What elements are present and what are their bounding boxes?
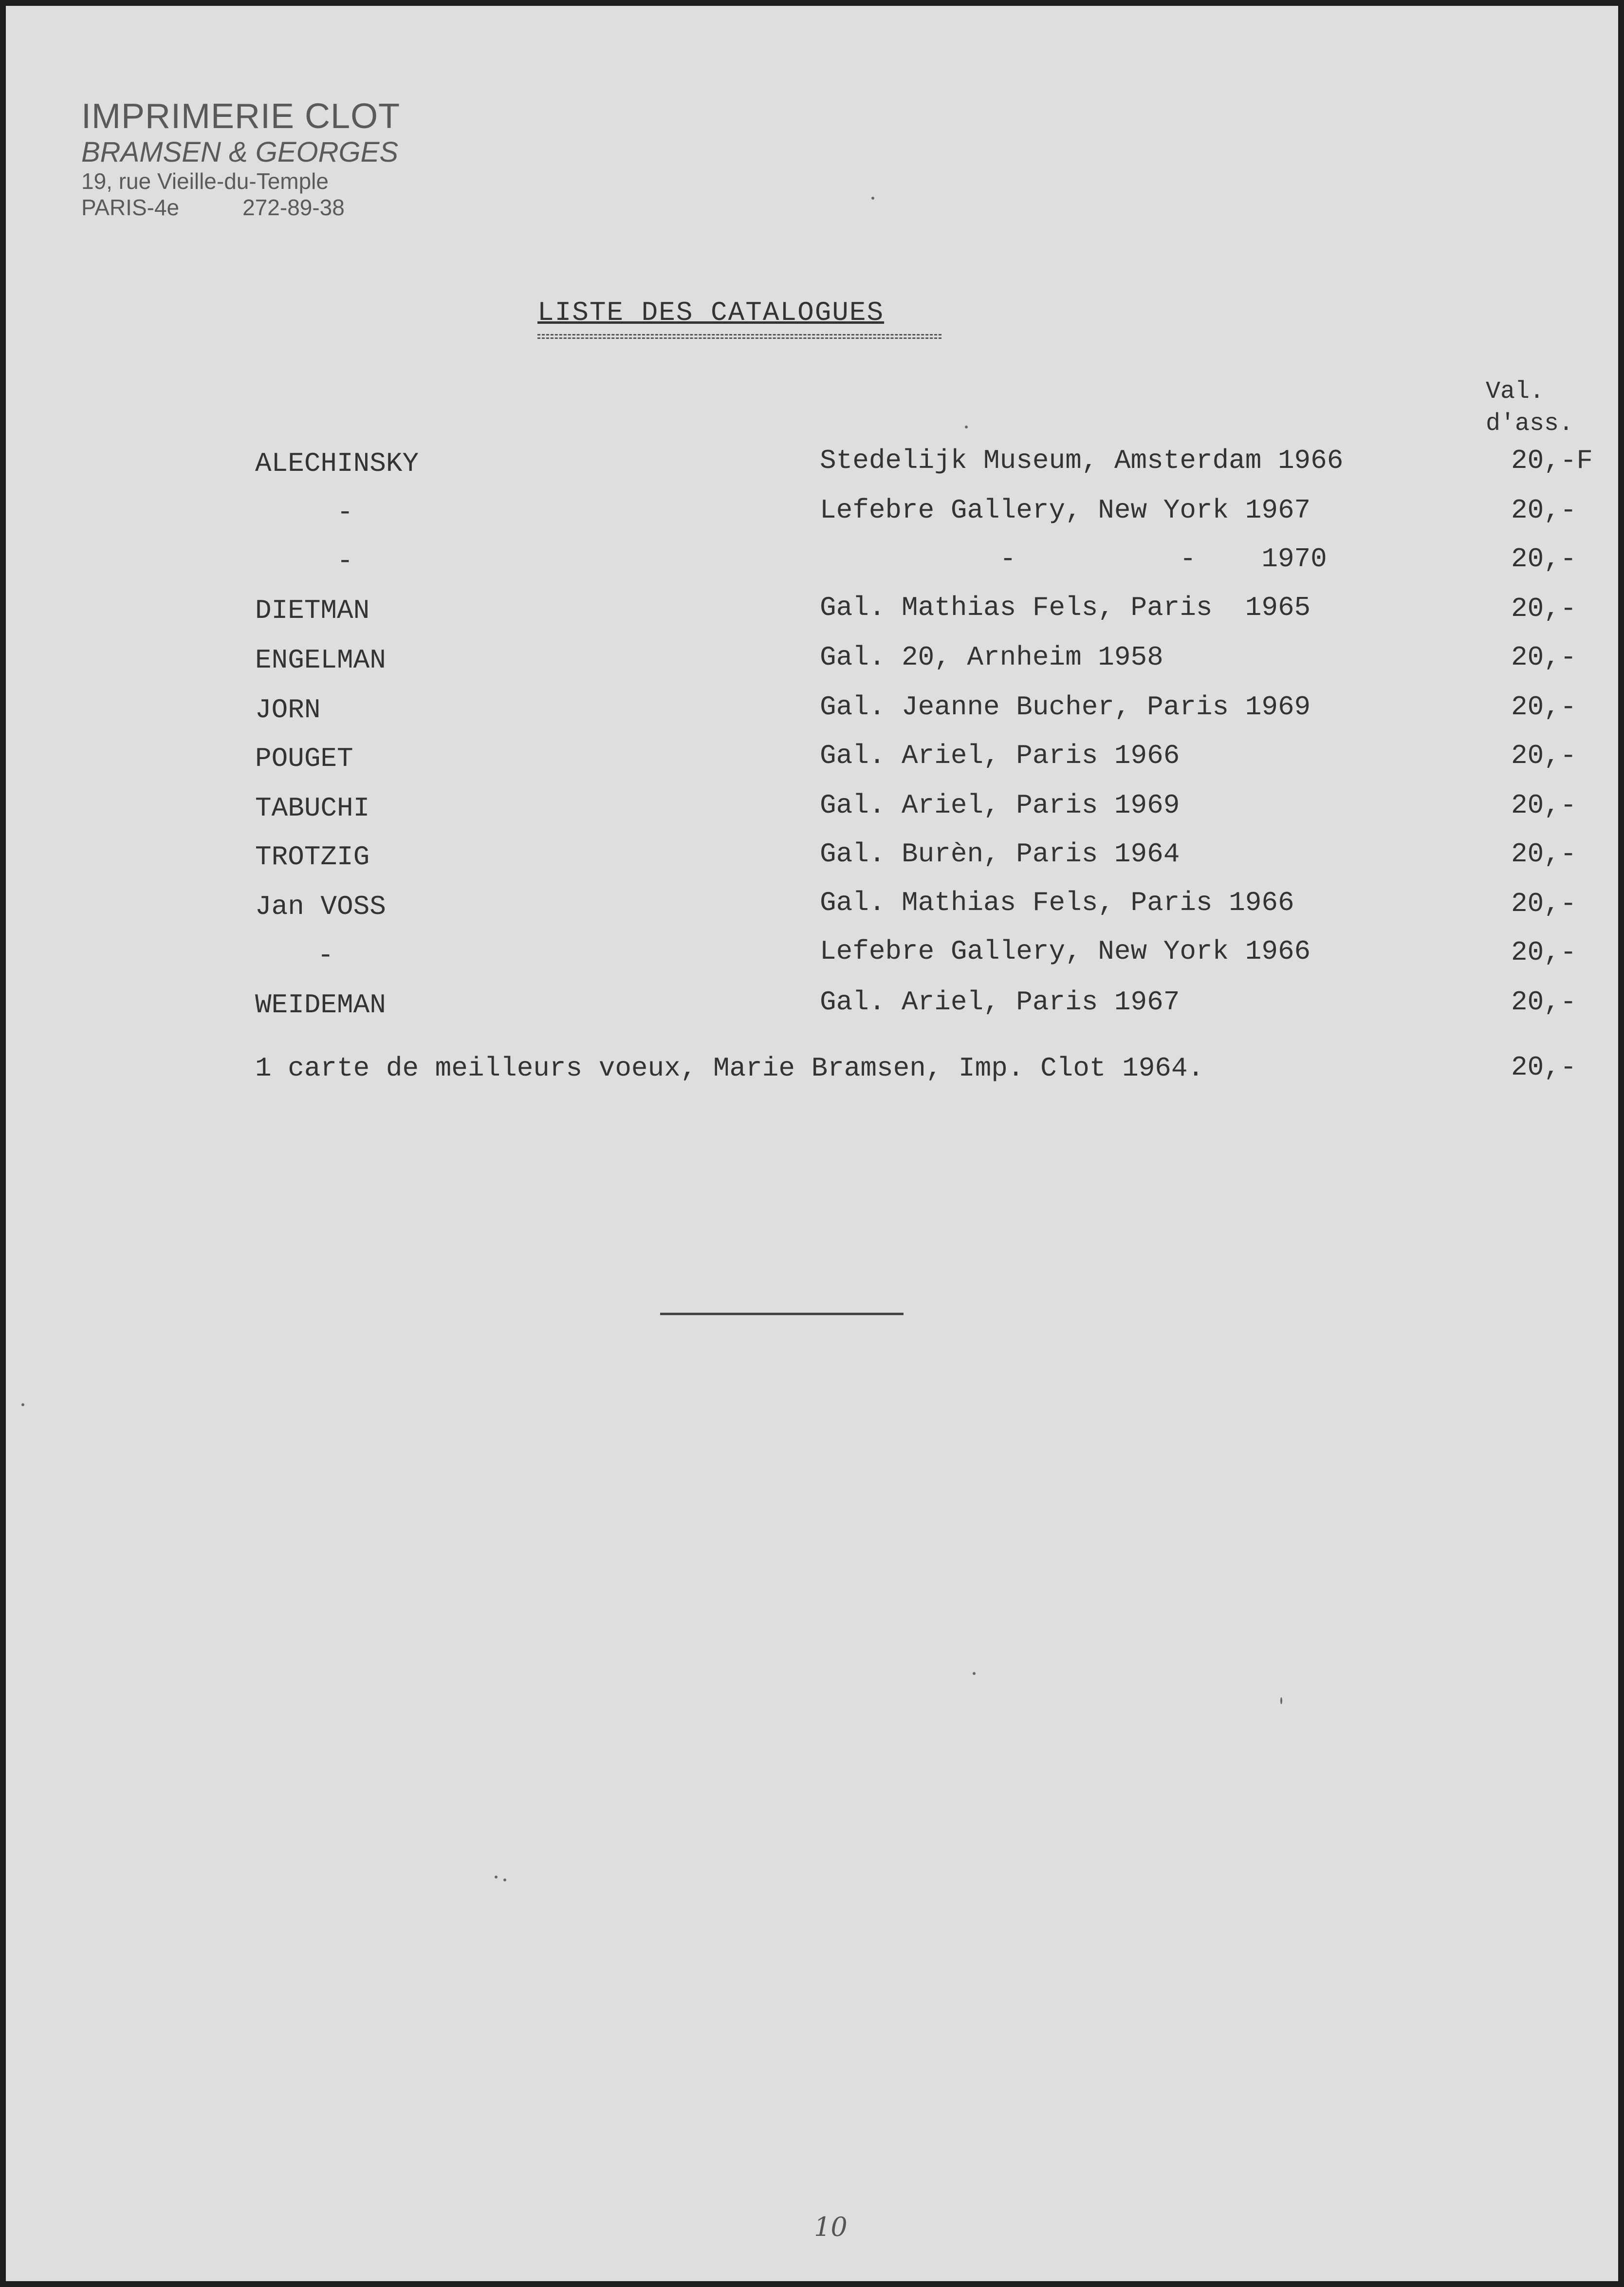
letterhead-city: PARIS-4e [81, 195, 180, 220]
paper-speck [495, 1876, 498, 1878]
entry-value: 20,- [1511, 543, 1577, 575]
title-double-rule [537, 334, 941, 339]
entry-artist: ALECHINSKY [255, 448, 419, 479]
page-number: 10 [814, 2212, 848, 2242]
entry-value: 20,- [1511, 888, 1577, 919]
entry-value: 20,- [1511, 593, 1577, 624]
entry-artist: DIETMAN [255, 595, 370, 626]
entry-venue: Gal. 20, Arnheim 1958 [820, 642, 1163, 673]
entry-value: 20,- [1511, 838, 1577, 870]
entry-artist: - [317, 940, 334, 971]
entry-venue: - - 1970 [820, 543, 1327, 575]
entry-value: 20,- [1511, 495, 1577, 526]
entry-artist: JORN [255, 694, 321, 725]
letterhead-company: IMPRIMERIE CLOT [81, 97, 401, 136]
entry-venue: Gal. Jeanne Bucher, Paris 1969 [820, 691, 1311, 723]
entry-venue: Gal. Ariel, Paris 1967 [820, 986, 1180, 1018]
entry-value: 20,- [1511, 740, 1577, 771]
entry-venue: Gal. Mathias Fels, Paris 1965 [820, 592, 1311, 623]
value-column-header [1486, 376, 1573, 440]
entry-venue: Gal. Ariel, Paris 1969 [820, 790, 1180, 821]
document-page [6, 6, 1618, 2281]
entry-value: 20,- [1511, 642, 1577, 673]
paper-speck [503, 1878, 506, 1881]
entry-venue: Lefebre Gallery, New York 1967 [820, 495, 1311, 526]
entry-value: 20,- [1511, 937, 1577, 968]
footer-entry-value: 20,- [1511, 1052, 1577, 1083]
paper-speck [1280, 1697, 1282, 1704]
paper-speck [973, 1672, 976, 1675]
entry-value: 20,- [1511, 691, 1577, 723]
entry-venue: Gal. Mathias Fels, Paris 1966 [820, 887, 1294, 918]
footer-entry-text: 1 carte de meilleurs voeux, Marie Bramsen, Imp. Clot 1964. [255, 1053, 1204, 1084]
entry-artist: - [337, 545, 353, 576]
entry-artist: TROTZIG [255, 841, 370, 873]
value-header-line2: d'ass. [1486, 410, 1574, 438]
letterhead-partners: BRAMSEN & GEORGES [81, 136, 399, 168]
entry-venue: Lefebre Gallery, New York 1966 [820, 936, 1311, 967]
entry-artist: ENGELMAN [255, 645, 386, 676]
entry-artist: WEIDEMAN [255, 989, 386, 1021]
entry-value: 20,-F [1511, 445, 1593, 476]
entry-venue: Gal. Ariel, Paris 1966 [820, 740, 1180, 771]
letterhead-phone: 272-89-38 [242, 195, 345, 220]
paper-speck [21, 1403, 24, 1406]
entry-artist: TABUCHI [255, 793, 370, 824]
entry-artist: Jan VOSS [255, 891, 386, 922]
entry-venue: Gal. Burèn, Paris 1964 [820, 838, 1180, 870]
paper-speck [871, 197, 874, 200]
page-title: LISTE DES CATALOGUES [537, 297, 885, 328]
entry-value: 20,- [1511, 986, 1577, 1018]
entry-venue: Stedelijk Museum, Amsterdam 1966 [820, 445, 1344, 476]
paper-speck [965, 426, 968, 428]
value-header-line1: Val. [1486, 378, 1545, 406]
letterhead-street: 19, rue Vieille-du-Temple [81, 168, 329, 194]
entry-artist: POUGET [255, 743, 353, 774]
entry-artist: - [337, 497, 353, 528]
letterhead-stamp [81, 96, 400, 221]
section-divider [660, 1313, 904, 1315]
entry-value: 20,- [1511, 790, 1577, 821]
letterhead-city-line [81, 194, 400, 221]
